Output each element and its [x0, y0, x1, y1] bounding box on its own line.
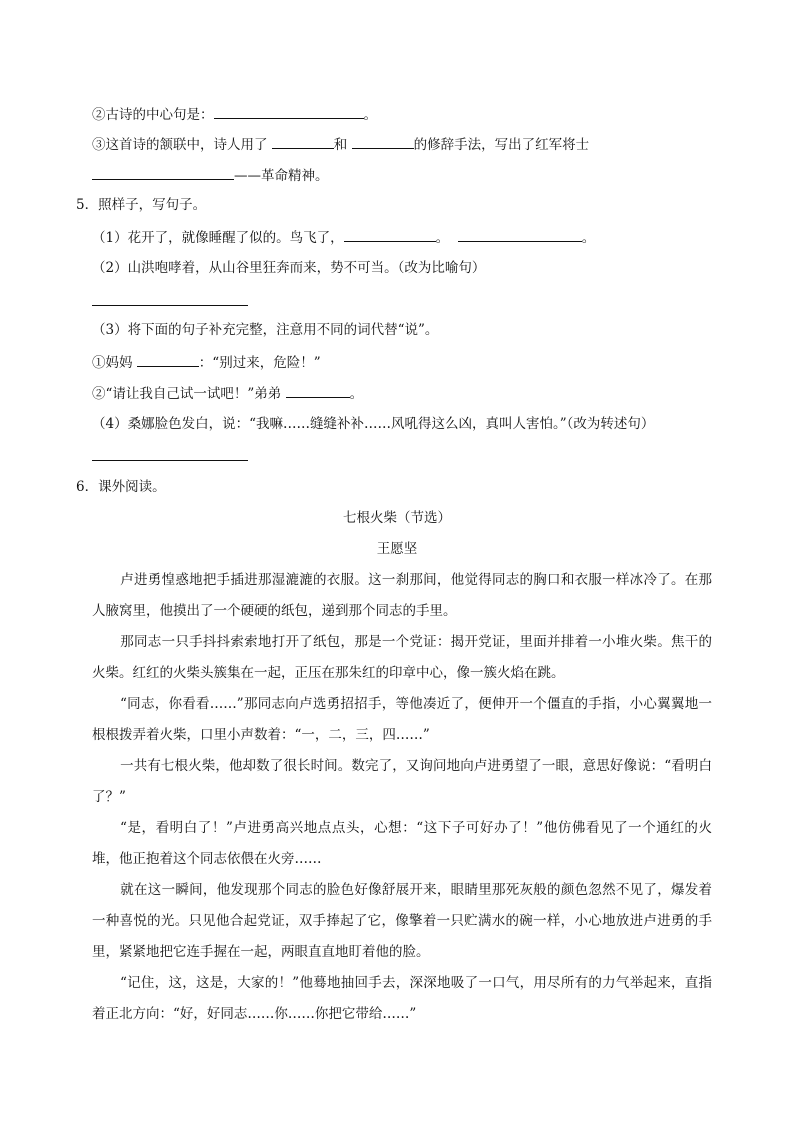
q4-item2: ②古诗的中心句是： 。 [92, 104, 714, 124]
q5-sub1-blank-1[interactable] [344, 227, 436, 242]
q5-sub3: （3）将下面的句子补充完整，注意用不同的词代替“说”。 [92, 322, 439, 338]
q5-sub3-a-blank[interactable] [137, 352, 199, 367]
q5-sub3-b-blank[interactable] [286, 383, 350, 398]
q4-item2-blank[interactable] [214, 104, 364, 119]
q6-heading: 6．课外阅读。 [76, 479, 166, 495]
passage-paragraph: “记住，这，这是，大家的！”他蓦地抽回手去，深深地吸了一口气，用尽所有的力气举起来，直指着正北方向：“好，好同志……你……你把它带给……” [92, 975, 712, 1022]
passage-paragraph: “同志，你看看……”那同志向卢选勇招招手，等他凑近了，便伸开一个僵直的手指，小心翼翼地一根根拨弄着火柴，口里小声数着：“一，二，三，四……” [92, 696, 712, 743]
passage-paragraph: 就在这一瞬间，他发现那个同志的脸色好像舒展开来，眼睛里那死灰般的颜色忽然不见了，爆发着一种喜悦的光。只见他合起党证，双手捧起了它，像擎着一只贮满水的碗一样，小心地放进卢进勇的手里，紧紧地把它连手握在一起，两眼直直地盯着他的脸。 [92, 882, 712, 960]
q5-sub1: （1）花开了，就像睡醒了似的。鸟飞了， 。 。 [92, 227, 714, 247]
passage-paragraph: 那同志一只手抖抖索索地打开了纸包，那是一个党证：揭开党证，里面并排着一小堆火柴。焦干的火柴。红红的火柴头簇集在一起，正压在那朱红的印章中心，像一簇火焰在跳。 [92, 634, 712, 681]
q4-item3-blank-1[interactable] [272, 134, 334, 149]
q5-sub2-answer-line[interactable] [92, 305, 248, 306]
q5-heading: 5．照样子，写句子。 [76, 197, 207, 213]
q5-sub4: （4）桑娜脸色发白，说：“我嘛……缝缝补补……风吼得这么凶，真叫人害怕。”（改为转述句） [92, 416, 655, 432]
q4-item3-blank-2[interactable] [352, 134, 414, 149]
passage-title: 七根火柴（节选） [343, 510, 451, 526]
passage-paragraph: 一共有七根火柴，他却数了很长时间。数完了，又询问地向卢进勇望了一眼，意思好像说：“看明白了？” [92, 758, 712, 805]
q5-sub4-answer-line[interactable] [92, 460, 248, 461]
passage-author: 王愿坚 [376, 541, 418, 557]
passage-paragraph: 卢进勇惶惑地把手插进那湿漉漉的衣服。这一刹那间，他觉得同志的胸口和衣服一样冰冷了。在那人腋窝里，他摸出了一个硬硬的纸包，递到那个同志的手里。 [92, 572, 712, 619]
q4-item3-line2: ——革命精神。 [92, 165, 714, 185]
q4-item3: ③这首诗的颔联中，诗人用了 和 的修辞手法，写出了红军将士 [92, 134, 714, 154]
passage-paragraph: “是，看明白了！”卢进勇高兴地点点头，心想：“这下子可好办了！”他仿佛看见了一个通红的火堆，他正抱着这个同志依偎在火旁…… [92, 820, 712, 867]
q4-item3-blank-3[interactable] [92, 165, 234, 180]
q5-sub1-blank-2[interactable] [458, 227, 582, 242]
q5-sub3-b: ②“请让我自己试一试吧！”弟弟 。 [92, 383, 714, 403]
q5-sub3-a: ①妈妈 ：“别过来，危险！” [92, 352, 714, 372]
q5-sub2: （2）山洪咆哮着，从山谷里狂奔而来，势不可当。（改为比喻句） [92, 260, 486, 276]
